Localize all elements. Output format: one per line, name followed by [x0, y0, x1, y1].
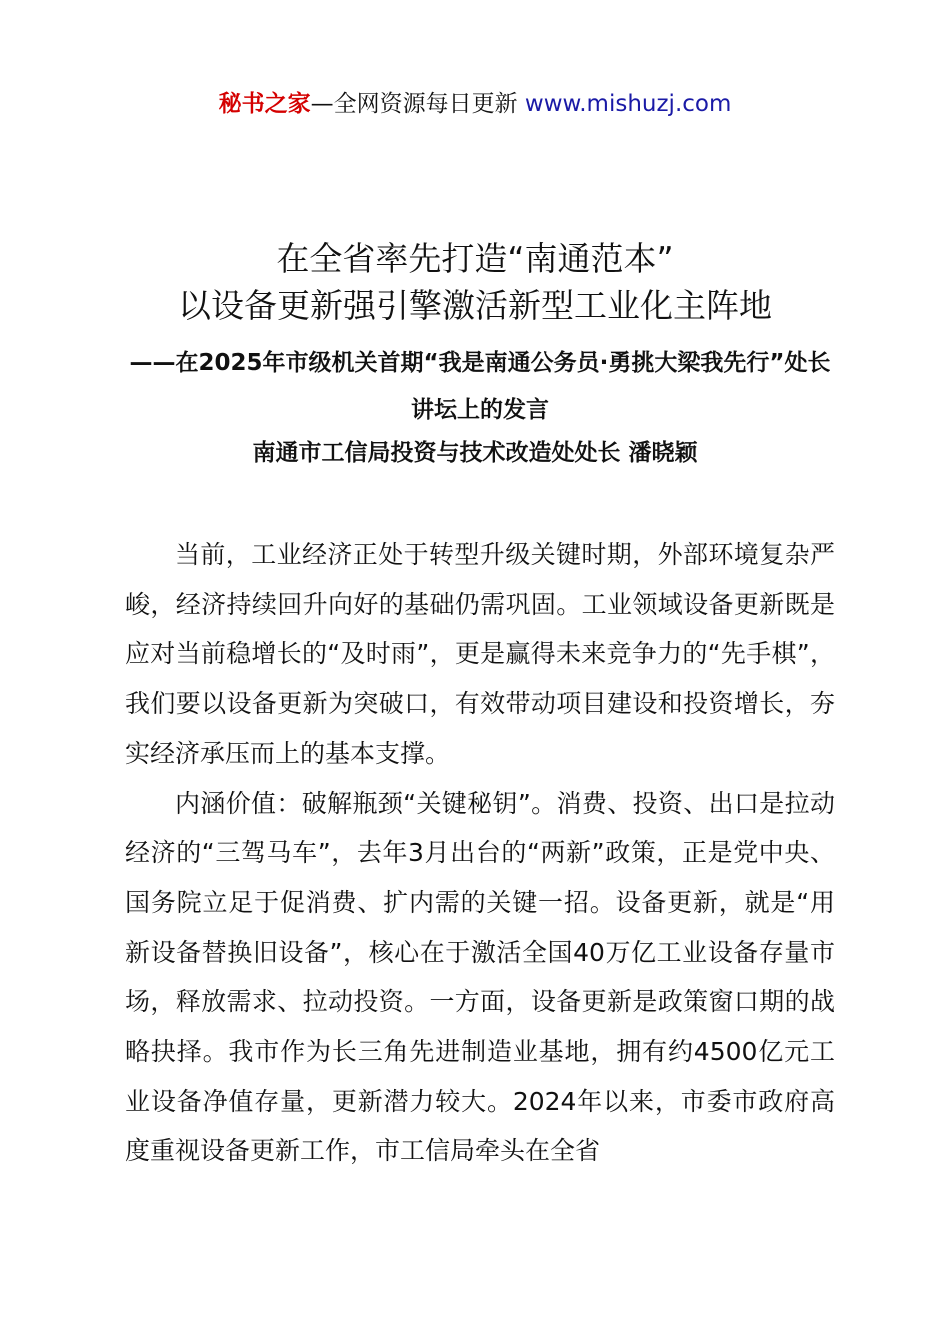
site-tagline: —全网资源每日更新	[310, 91, 525, 117]
document-author: 南通市工信局投资与技术改造处处长 潘晓颖	[252, 440, 698, 466]
site-url-link[interactable]: www.mishuzj.com	[524, 91, 732, 117]
site-brand[interactable]: 秘书之家	[218, 91, 311, 117]
body-paragraph: 当前，工业经济正处于转型升级关键时期，外部环境复杂严峻，经济持续回升向好的基础仍需巩固。工业领域设备更新既是应对当前稳增长的“及时雨”，更是赢得未来竞争力的“先手棋”，我们要以设备更新为突破口，有效带动项目建设和投资增长，夯实经济承压而上的基本支撑。	[125, 540, 835, 768]
site-header	[0, 88, 950, 120]
document-title-line-2: 以设备更新强引擎激活新型工业化主阵地	[178, 286, 772, 325]
document-title-line-1: 在全省率先打造“南通范本”	[276, 239, 674, 278]
document-subtitle: ——在2025年市级机关首期“我是南通公务员·勇挑大梁我先行”处长讲坛上的发言	[129, 350, 831, 423]
document-body	[125, 530, 835, 1176]
body-paragraph: 内涵价值：破解瓶颈“关键秘钥”。消费、投资、出口是拉动经济的“三驾马车”，去年3月出台的“两新”政策，正是党中央、国务院立足于促消费、扩内需的关键一招。设备更新，就是“用新设备替换旧设备”，核心在于激活全国40万亿工业设备存量市场，释放需求、拉动投资。一方面，设备更新是政策窗口期的战略抉择。我市作为长三角先进制造业基地，拥有约4500亿元工业设备净值存量，更新潜力较大。2024年以来，市委市政府高度重视设备更新工作，市工信局牵头在全省	[125, 788, 835, 1166]
